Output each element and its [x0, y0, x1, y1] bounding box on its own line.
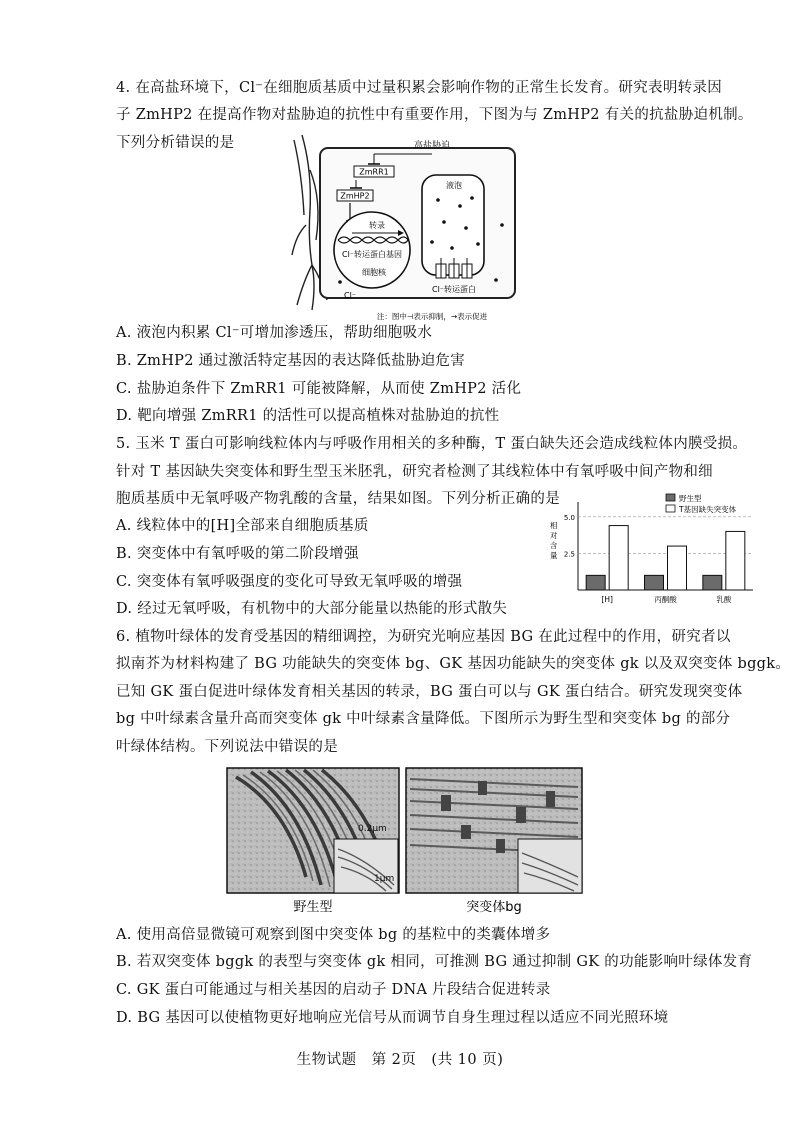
nucleus-label: 细胞核	[362, 268, 386, 277]
bar-0-2	[703, 575, 722, 590]
q4-option-b: B. ZmHP2 通过激活特定基因的表达降低盐胁迫危害	[116, 353, 466, 369]
vacuole-label: 液泡	[446, 181, 462, 190]
bar-1-0	[609, 526, 628, 590]
bar-1-1	[668, 546, 687, 590]
q6-option-a: A. 使用高倍显微镜可观察到图中突变体 bg 的基粒中的类囊体增多	[116, 927, 551, 943]
q4-option-c: C. 盐胁迫条件下 ZmRR1 可能被降解，从而使 ZmHP2 活化	[116, 381, 522, 397]
y-axis-label-char: 对	[550, 531, 558, 540]
q5-option-c: C. 突变体有氧呼吸强度的变化可导致无氧呼吸的增强	[116, 574, 463, 590]
q4-line-3: 下列分析错误的是	[116, 135, 235, 151]
gene-label: Cl⁻转运蛋白基因	[341, 250, 403, 259]
x-tick-label: 乳酸	[716, 595, 732, 604]
wild-type-micrograph	[227, 768, 399, 893]
transporter-label: Cl⁻转运蛋白	[431, 285, 477, 294]
q5-line-1: 5. 玉米 T 蛋白可影响线粒体内与呼吸作用相关的多种酶，T 蛋白缺失还会造成线粒体内膜受损。	[116, 436, 748, 452]
legend-swatch-1	[666, 505, 675, 512]
q4-option-d: D. 靶向增强 ZmRR1 的活性可以提高植株对盐胁迫的抗性	[116, 408, 500, 424]
q6-line-4: bg 中叶绿素含量升高而突变体 gk 中叶绿素含量降低。下图所示为野生型和突变体 bg 的部分	[116, 711, 731, 727]
chloroplast-micrographs	[226, 767, 586, 917]
mutant-bg-micrograph	[406, 768, 582, 893]
q6-option-c: C. GK 蛋白可能通过与相关基因的启动子 DNA 片段结合促进转录	[116, 982, 551, 998]
caption-wild-type: 野生型	[293, 900, 333, 915]
cl-ion-label: Cl⁻	[344, 291, 357, 300]
bar-0-1	[645, 575, 664, 590]
stress-label: 高盐胁迫	[413, 141, 451, 151]
scale-label-b: 1μm	[374, 874, 395, 884]
zmhp2-label: ZmHP2	[340, 191, 370, 201]
q4-line-2: 子 ZmHP2 在提高作物对盐胁迫的抗性中有重要作用，下图为与 ZmHP2 有关的抗盐胁迫机制。	[116, 107, 753, 123]
q4-line-1: 4. 在高盐环境下，Cl⁻在细胞质基质中过量积累会影响作物的正常生长发育。研究表明转录因	[116, 80, 723, 96]
legend-label-0: 野生型	[679, 494, 702, 503]
cl-transporter-icons	[436, 258, 472, 278]
y-axis-label-char: 量	[550, 551, 558, 560]
q6-line-1: 6. 植物叶绿体的发育受基因的精细调控，为研究光响应基因 BG 在此过程中的作用，研究者以	[116, 629, 731, 645]
x-tick-label: 丙酮酸	[654, 595, 677, 604]
q5-option-d: D. 经过无氧呼吸，有机物中的大部分能量以热能的形式散失	[116, 601, 508, 617]
y-axis-label-char: 相	[550, 521, 558, 530]
y-axis-label-char: 含	[550, 541, 558, 550]
q4-salt-stress-diagram	[282, 130, 522, 325]
zmrr1-label: ZmRR1	[359, 167, 389, 177]
y-tick-label: 5.0	[563, 513, 575, 522]
vacuole	[422, 175, 484, 275]
legend-label-1: T基因缺失突变体	[679, 505, 737, 514]
q5-bar-chart	[548, 492, 758, 610]
transcription-label: 转录	[369, 221, 385, 230]
q6-option-b: B. 若双突变体 bggk 的表型与突变体 gk 相同，可推测 BG 通过抑制 GK 的功能影响叶绿体发育	[116, 954, 753, 970]
y-tick-label: 2.5	[563, 550, 575, 559]
q4-option-a: A. 液泡内积累 Cl⁻可增加渗透压，帮助细胞吸水	[116, 325, 433, 341]
scale-label-a: 0.2μm	[358, 824, 387, 834]
q6-line-2: 拟南芥为材料构建了 BG 功能缺失的突变体 bg、GK 基因功能缺失的突变体 gk 以及双突变体 bggk。	[116, 656, 791, 672]
q5-option-a: A. 线粒体中的[H]全部来自细胞质基质	[116, 518, 369, 534]
diagram-note: 注：图中⊣表示抑制，→表示促进	[376, 312, 488, 321]
q5-line-2: 针对 T 基因缺失突变体和野生型玉米胚乳，研究者检测了其线粒体中有氧呼吸中间产物和细	[116, 464, 713, 480]
bar-1-2	[726, 531, 745, 590]
q6-line-5: 叶绿体结构。下列说法中错误的是	[116, 739, 338, 755]
x-tick-label: [H]	[601, 595, 613, 604]
caption-mutant-bg: 突变体bg	[466, 900, 522, 915]
q6-line-3: 已知 GK 蛋白促进叶绿体发育相关基因的转录，BG 蛋白可以与 GK 蛋白结合。研究发现突变体	[116, 684, 743, 700]
q5-option-b: B. 突变体中有氧呼吸的第二阶段增强	[116, 546, 359, 562]
q6-option-d: D. BG 基因可以使植物更好地响应光信号从而调节自身生理过程以适应不同光照环境	[116, 1010, 669, 1026]
bar-0-0	[586, 575, 605, 590]
q5-line-3: 胞质基质中无氧呼吸产物乳酸的含量，结果如图。下列分析正确的是	[116, 491, 560, 507]
legend-swatch-0	[666, 494, 675, 501]
page-footer: 生物试题 第 2页 (共 10 页)	[296, 1052, 504, 1068]
